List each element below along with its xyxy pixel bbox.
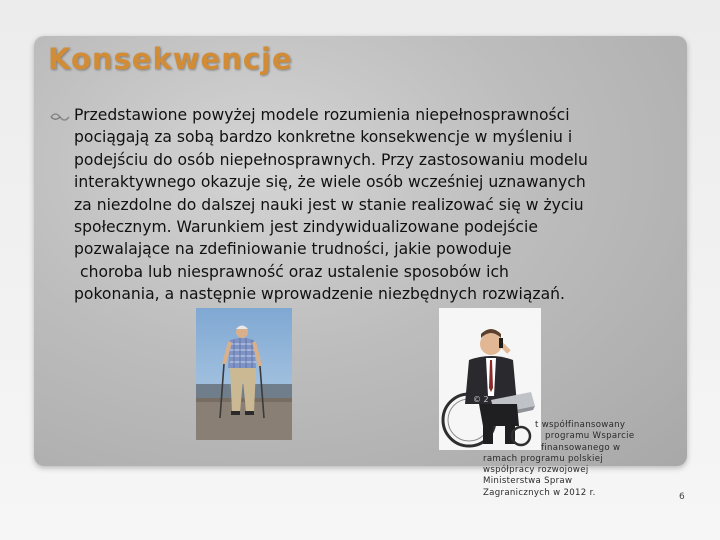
body-line: za niezdolne do dalszej nauki jest w stanie realizować się w życiu bbox=[74, 195, 584, 214]
image-credit-caption bbox=[483, 420, 653, 499]
slide-title: Konsekwencje bbox=[48, 42, 293, 76]
slide-page-number: 6 bbox=[679, 492, 685, 502]
caption-line: t współfinansowany bbox=[535, 420, 626, 430]
body-line: interaktywnego okazuje się, że wiele osób wcześniej uznawanych bbox=[74, 173, 586, 192]
ribbon-bullet-icon bbox=[50, 112, 70, 122]
slide-body-paragraph bbox=[74, 104, 674, 306]
caption-line: ramach programu polskiej bbox=[483, 453, 604, 464]
svg-text:© 2: © 2 bbox=[473, 395, 489, 404]
body-line: społecznym. Warunkiem jest zindywidualizowane podejście bbox=[74, 218, 538, 237]
elderly-man-with-canes-photo bbox=[196, 308, 292, 440]
body-line: podejściu do osób niepełnosprawnych. Przy zastosowaniu modelu bbox=[74, 150, 588, 169]
body-line: pozwalające na zdefiniowanie trudności, jakie powoduje bbox=[74, 240, 512, 259]
body-line: pokonania, a następnie wprowadzenie niezbędnych rozwiązań. bbox=[74, 285, 565, 304]
body-line: pociągają za sobą bardzo konkretne konsekwencje w myśleniu i bbox=[74, 128, 573, 147]
caption-line: Zagranicznych w 2012 r. bbox=[483, 487, 596, 498]
caption-line: współpracy rozwojowej bbox=[483, 465, 589, 476]
body-line: Przedstawione powyżej modele rozumienia niepełnosprawności bbox=[74, 106, 570, 124]
caption-line: Ministerstwa Spraw bbox=[483, 476, 573, 487]
caption-line: finansowanego w bbox=[541, 442, 621, 453]
caption-line: programu Wsparcie bbox=[545, 431, 635, 442]
body-line: choroba lub niesprawność oraz ustalenie sposobów ich bbox=[80, 262, 509, 281]
